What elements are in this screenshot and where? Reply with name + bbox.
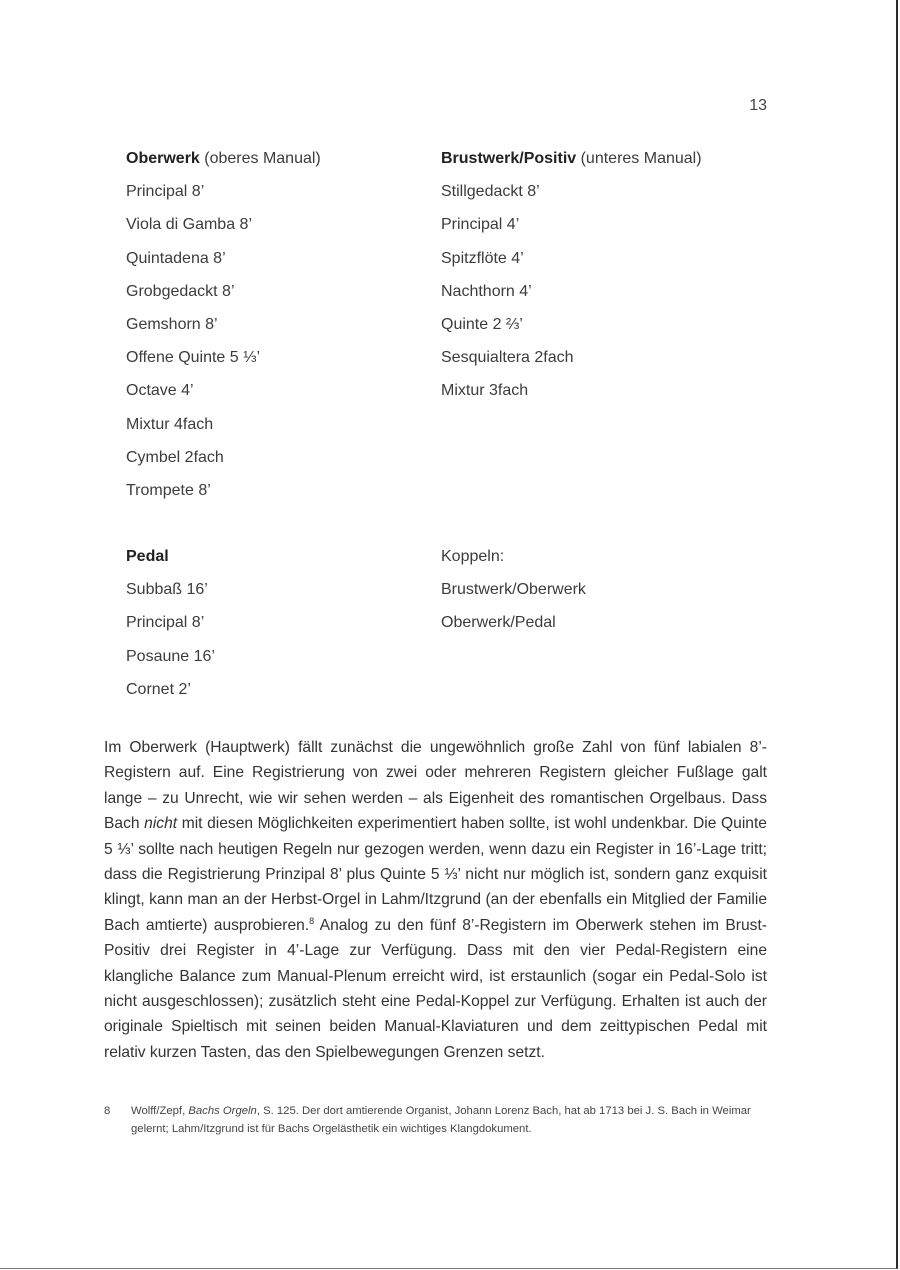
oberwerk-column — [126, 142, 321, 507]
register-item: Octave 4’ — [126, 382, 194, 400]
register-item: Principal 8’ — [126, 614, 205, 632]
brustwerk-heading — [441, 142, 702, 175]
register-item: Grobgedackt 8’ — [126, 282, 235, 300]
oberwerk-subtitle: (oberes Manual) — [199, 150, 321, 167]
register-item: Cymbel 2fach — [126, 448, 224, 466]
register-item: Stillgedackt 8’ — [441, 183, 540, 201]
register-item: Mixtur 3fach — [441, 382, 529, 400]
register-item: Cornet 2’ — [126, 680, 191, 698]
koppeln-heading: Koppeln: — [441, 548, 505, 565]
footnote-title: Bachs Orgeln — [188, 1105, 257, 1117]
register-item: Nachthorn 4’ — [441, 282, 532, 300]
body-text-part: Analog zu den fünf 8’-Registern im Oberwerk stehen im Brust-Positiv drei Register in 4’-Lage zur Verfügung. Dass mit den vier Pedal-Registern eine klangliche Balance zum Manual-Plenum erreicht wird, ist erstaunlich (sogar ein Pedal-Solo ist nicht ausgeschlossen); zusätzlich steht eine Pedal-Koppel zur Verfügung. Erhalten ist auch der originale Spieltisch mit seinen beiden Manual-Klaviaturen und dem zeittypischen Pedal mit relativ kurzen Tasten, das den Spielbewegungen Grenzen setzt. — [104, 916, 767, 1061]
register-item: Sesquialtera 2fach — [441, 349, 574, 367]
register-item: Trompete 8’ — [126, 481, 211, 499]
register-item: Quinte 2 ⅔’ — [441, 315, 523, 333]
koppeln-column — [441, 540, 586, 640]
koppel-item: Oberwerk/Pedal — [441, 614, 556, 632]
footnote-text — [131, 1102, 774, 1138]
footnote-number: 8 — [104, 1105, 111, 1117]
body-paragraph — [104, 735, 767, 1065]
koppel-item: Brustwerk/Oberwerk — [441, 581, 586, 599]
body-text-part: Im Oberwerk (Hauptwerk) fällt zunächst die ungewöhnlich große Zahl von fünf labialen 8’-Registern auf. Eine Registrierung von zwei oder mehreren Registern gleicher Fußlage galt lange – zu Unrecht, wie wir sehen werden – als Eigenheit des romantischen Orgelbaus. Dass Bach — [104, 739, 767, 833]
brustwerk-column — [441, 142, 702, 408]
oberwerk-heading — [126, 142, 321, 175]
footnote-author: Wolff/Zepf, — [131, 1105, 189, 1117]
register-item: Posaune 16’ — [126, 647, 215, 665]
body-emphasis: nicht — [144, 815, 178, 833]
footnote-rest: , S. 125. Der dort amtierende Organist, Johann Lorenz Bach, hat ab 1713 bei J. S. Bach in Weimar gelernt; Lahm/Itzgrund ist für Bachs Orgelästhetik ein wichtiges Klangdokument. — [131, 1105, 751, 1135]
register-item: Subbaß 16’ — [126, 581, 208, 599]
oberwerk-title: Oberwerk — [126, 150, 200, 167]
register-item: Viola di Gamba 8’ — [126, 216, 252, 234]
brustwerk-subtitle: (unteres Manual) — [576, 150, 702, 167]
footnote-reference[interactable]: 8 — [309, 915, 315, 926]
register-item: Gemshorn 8’ — [126, 315, 218, 333]
register-item: Mixtur 4fach — [126, 415, 214, 433]
register-item: Quintadena 8’ — [126, 249, 226, 267]
page-number: 13 — [749, 97, 767, 114]
register-item: Offene Quinte 5 ⅓’ — [126, 349, 261, 367]
register-item: Principal 8’ — [126, 183, 205, 201]
pedal-heading — [126, 540, 215, 573]
body-text-part: mit diesen Möglichkeiten experimentiert haben sollte, ist wohl undenkbar. Die Quinte 5 ⅓’ sollte nach heutigen Regeln nur gezogen werden, wenn dazu ein Register in 16’-Lage tritt; dass die Registrierung Prinzipal 8’ plus Quinte 5 ⅓’ nicht nur möglich ist, sondern ganz exquisit klingt, kann man an der Herbst-Orgel in Lahm/Itzgrund (an der ebenfalls ein Mitglied der Familie Bach amtierte) ausprobieren. — [104, 815, 767, 934]
pedal-column — [126, 540, 215, 706]
register-item: Spitzflöte 4’ — [441, 249, 524, 267]
footnote — [104, 1102, 774, 1138]
register-item: Principal 4’ — [441, 216, 520, 234]
pedal-title: Pedal — [126, 548, 169, 565]
brustwerk-title: Brustwerk/Positiv — [441, 150, 577, 167]
